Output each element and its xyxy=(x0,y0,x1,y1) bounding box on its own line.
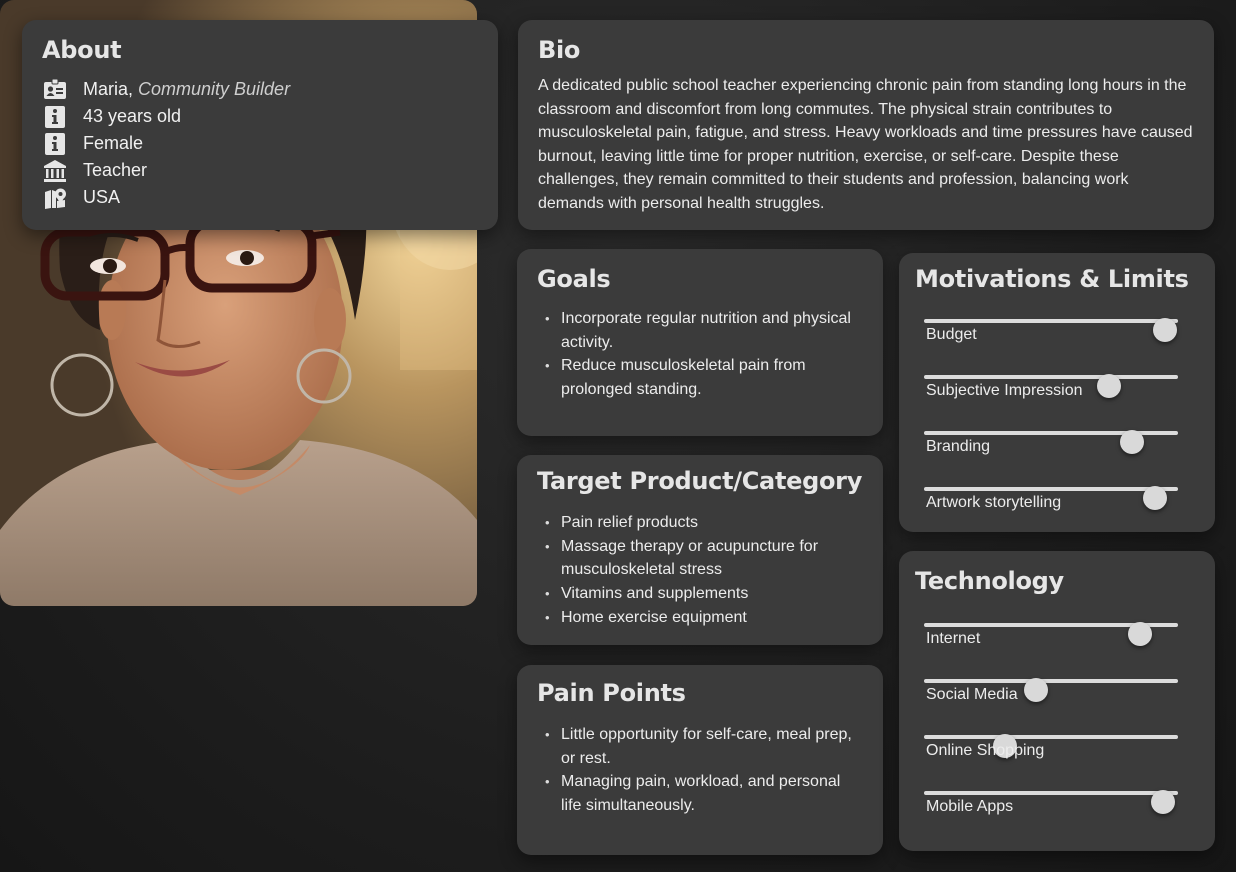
target-product-card xyxy=(517,455,883,645)
list-item: • Little opportunity for self-care, meal prep, or rest. xyxy=(545,723,863,770)
slider-subjective-impression[interactable] xyxy=(915,367,1199,423)
persona-location: USA xyxy=(83,187,121,207)
about-gender-row xyxy=(42,130,478,157)
persona-occupation: Teacher xyxy=(83,160,148,180)
slider-label: Branding xyxy=(926,438,991,455)
slider-track[interactable] xyxy=(924,679,1178,683)
goals-list xyxy=(537,307,863,402)
slider-artwork-storytelling[interactable] xyxy=(915,479,1199,535)
goals-card xyxy=(517,249,883,436)
technology-title: Technology xyxy=(915,567,1064,595)
slider-track[interactable] xyxy=(924,375,1178,379)
about-location-row xyxy=(42,184,478,211)
about-occupation-row xyxy=(42,157,478,184)
slider-label: Mobile Apps xyxy=(926,798,1014,815)
bank-icon xyxy=(42,160,68,182)
slider-knob[interactable] xyxy=(1143,486,1167,510)
pain-points-card xyxy=(517,665,883,855)
slider-track[interactable] xyxy=(924,735,1178,739)
list-item: • Managing pain, workload, and personal life simultaneously. xyxy=(545,770,863,817)
motivations-card xyxy=(899,253,1215,532)
about-list xyxy=(42,76,478,211)
slider-mobile-apps[interactable] xyxy=(915,783,1199,839)
slider-track[interactable] xyxy=(924,623,1178,627)
slider-label: Social Media xyxy=(926,686,1018,703)
slider-knob[interactable] xyxy=(1153,318,1177,342)
list-item: • Incorporate regular nutrition and physical activity. xyxy=(545,307,863,354)
info-icon xyxy=(42,106,68,128)
pain-title: Pain Points xyxy=(537,679,686,707)
slider-knob[interactable] xyxy=(1024,678,1048,702)
slider-budget[interactable] xyxy=(915,311,1199,367)
motivations-title: Motivations & Limits xyxy=(915,265,1189,293)
persona-name: Maria, xyxy=(83,79,134,99)
list-item: • Vitamins and supplements xyxy=(545,582,863,606)
slider-label: Online Shopping xyxy=(926,742,1045,759)
slider-internet[interactable] xyxy=(915,615,1199,671)
slider-track[interactable] xyxy=(924,431,1178,435)
list-item: • Massage therapy or acupuncture for musculoskeletal stress xyxy=(545,535,863,582)
slider-knob[interactable] xyxy=(1151,790,1175,814)
bio-title: Bio xyxy=(538,36,581,64)
slider-track[interactable] xyxy=(924,791,1178,795)
about-age-row xyxy=(42,103,478,130)
slider-knob[interactable] xyxy=(1128,622,1152,646)
pain-list xyxy=(537,723,863,818)
slider-social-media[interactable] xyxy=(915,671,1199,727)
bio-text: A dedicated public school teacher experiencing chronic pain from standing long hours in the classroom and discomfort from long commutes. The physical strain contributes to musculoskeletal pain, fatigue, and stress. Heavy workloads and time pressures have caused burnout, leaving little time for proper nutrition, exercise, or self-care. Despite these challenges, they remain committed to their students and profession, balancing work demands with personal health struggles. xyxy=(538,77,1193,212)
target-title: Target Product/Category xyxy=(537,467,863,495)
list-item: • Home exercise equipment xyxy=(545,606,863,630)
persona-age: 43 years old xyxy=(83,106,182,126)
info-icon xyxy=(42,133,68,155)
persona-gender: Female xyxy=(83,133,144,153)
technology-card xyxy=(899,551,1215,851)
slider-label: Internet xyxy=(926,630,981,647)
target-list xyxy=(537,511,863,630)
bio-card xyxy=(518,20,1214,230)
slider-track[interactable] xyxy=(924,487,1178,491)
goals-title: Goals xyxy=(537,265,611,293)
slider-knob[interactable] xyxy=(1097,374,1121,398)
motivations-sliders xyxy=(915,311,1199,535)
technology-sliders xyxy=(915,615,1199,839)
list-item: • Reduce musculoskeletal pain from prolonged standing. xyxy=(545,354,863,401)
list-item: • Pain relief products xyxy=(545,511,863,535)
map-pin-icon xyxy=(42,187,68,209)
slider-label: Budget xyxy=(926,326,977,343)
slider-label: Artwork storytelling xyxy=(926,494,1062,511)
slider-knob[interactable] xyxy=(1120,430,1144,454)
slider-label: Subjective Impression xyxy=(926,382,1083,399)
about-name-row xyxy=(42,76,478,103)
id-card-icon xyxy=(42,79,68,101)
about-card xyxy=(22,20,498,230)
slider-branding[interactable] xyxy=(915,423,1199,479)
slider-online-shopping[interactable] xyxy=(915,727,1199,783)
slider-track[interactable] xyxy=(924,319,1178,323)
persona-role: Community Builder xyxy=(138,79,291,99)
about-title: About xyxy=(42,36,122,64)
